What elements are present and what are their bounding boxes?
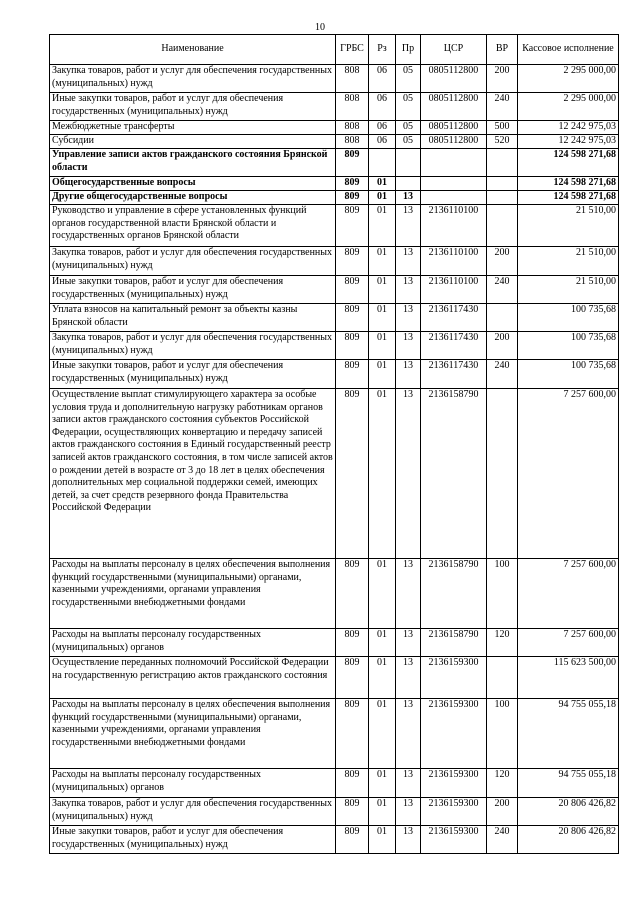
cell-name: Осуществление выплат стимулирующего характера за особые условия труда и дополнительную нагрузку работникам органов записи актов гражданского состояния субъектов Российской Федерации, осуществляющих конвертацию и передачу записей актов гражданского состояния в Единый государственный реестр записей актов гражданского состояния, в том числе записей актов о рождении детей в возрасте от 3 до 18 лет в целях обеспечения дополнительных мер социальной поддержки семей, имеющих детей, за счет средств резервного фонда Правительства Российской Федерации bbox=[50, 389, 336, 559]
cell-csr bbox=[421, 149, 487, 177]
table-row bbox=[50, 205, 619, 247]
cell-name: Иные закупки товаров, работ и услуг для обеспечения государственных (муниципальных) нужд bbox=[50, 826, 336, 854]
cell-vr: 500 bbox=[487, 121, 518, 135]
cell-pr: 13 bbox=[396, 699, 421, 769]
cell-pr: 05 bbox=[396, 135, 421, 149]
table-body bbox=[50, 65, 619, 854]
cell-vr: 240 bbox=[487, 360, 518, 389]
cell-pr: 13 bbox=[396, 826, 421, 854]
cell-amount: 21 510,00 bbox=[518, 205, 619, 247]
cell-grbs: 809 bbox=[336, 247, 369, 276]
cell-pr: 05 bbox=[396, 93, 421, 121]
cell-vr: 240 bbox=[487, 276, 518, 304]
cell-grbs: 809 bbox=[336, 699, 369, 769]
cell-grbs: 808 bbox=[336, 121, 369, 135]
cell-amount: 2 295 000,00 bbox=[518, 65, 619, 93]
cell-rz: 01 bbox=[369, 798, 396, 826]
cell-vr: 200 bbox=[487, 798, 518, 826]
cell-rz: 01 bbox=[369, 247, 396, 276]
cell-pr: 13 bbox=[396, 304, 421, 332]
cell-rz: 01 bbox=[369, 826, 396, 854]
cell-grbs: 809 bbox=[336, 304, 369, 332]
cell-name: Управление записи актов гражданского состояния Брянской области bbox=[50, 149, 336, 177]
table-row bbox=[50, 304, 619, 332]
cell-grbs: 809 bbox=[336, 177, 369, 191]
cell-name: Уплата взносов на капитальный ремонт за объекты казны Брянской области bbox=[50, 304, 336, 332]
cell-name: Межбюджетные трансферты bbox=[50, 121, 336, 135]
cell-grbs: 809 bbox=[336, 332, 369, 360]
cell-rz: 01 bbox=[369, 177, 396, 191]
cell-name: Расходы на выплаты персоналу в целях обеспечения выполнения функций государственными (муниципальными) органами, казенными учреждениями, органами управления государственными внебюджетными фондами bbox=[50, 559, 336, 629]
cell-rz: 01 bbox=[369, 360, 396, 389]
cell-grbs: 809 bbox=[336, 657, 369, 699]
cell-rz: 06 bbox=[369, 93, 396, 121]
cell-amount: 7 257 600,00 bbox=[518, 629, 619, 657]
cell-vr: 120 bbox=[487, 769, 518, 798]
table-row bbox=[50, 360, 619, 389]
cell-csr: 2136117430 bbox=[421, 332, 487, 360]
cell-grbs: 809 bbox=[336, 149, 369, 177]
cell-grbs: 809 bbox=[336, 826, 369, 854]
cell-amount: 100 735,68 bbox=[518, 332, 619, 360]
table-row bbox=[50, 798, 619, 826]
cell-rz: 01 bbox=[369, 389, 396, 559]
cell-grbs: 808 bbox=[336, 135, 369, 149]
cell-name: Закупка товаров, работ и услуг для обеспечения государственных (муниципальных) нужд bbox=[50, 65, 336, 93]
cell-grbs: 808 bbox=[336, 93, 369, 121]
cell-pr bbox=[396, 177, 421, 191]
cell-pr: 13 bbox=[396, 629, 421, 657]
table-row bbox=[50, 699, 619, 769]
cell-rz: 01 bbox=[369, 205, 396, 247]
table-row bbox=[50, 247, 619, 276]
cell-rz bbox=[369, 149, 396, 177]
cell-name: Расходы на выплаты персоналу государственных (муниципальных) органов bbox=[50, 769, 336, 798]
cell-amount: 124 598 271,68 bbox=[518, 149, 619, 177]
cell-vr: 200 bbox=[487, 65, 518, 93]
table-row bbox=[50, 121, 619, 135]
table-row bbox=[50, 93, 619, 121]
cell-vr bbox=[487, 205, 518, 247]
table-row bbox=[50, 657, 619, 699]
cell-amount: 100 735,68 bbox=[518, 360, 619, 389]
cell-csr: 2136158790 bbox=[421, 389, 487, 559]
cell-pr: 13 bbox=[396, 798, 421, 826]
cell-pr: 13 bbox=[396, 191, 421, 205]
table-row bbox=[50, 629, 619, 657]
cell-name: Общегосударственные вопросы bbox=[50, 177, 336, 191]
cell-csr: 2136159300 bbox=[421, 826, 487, 854]
table-row bbox=[50, 135, 619, 149]
header-csr: ЦСР bbox=[421, 35, 487, 65]
cell-vr: 120 bbox=[487, 629, 518, 657]
cell-vr bbox=[487, 149, 518, 177]
cell-rz: 01 bbox=[369, 657, 396, 699]
cell-amount: 21 510,00 bbox=[518, 247, 619, 276]
cell-name: Закупка товаров, работ и услуг для обеспечения государственных (муниципальных) нужд bbox=[50, 798, 336, 826]
page-number: 10 bbox=[315, 22, 325, 33]
cell-rz: 01 bbox=[369, 276, 396, 304]
header-vr: ВР bbox=[487, 35, 518, 65]
table-header-row bbox=[50, 35, 619, 65]
cell-csr: 2136117430 bbox=[421, 304, 487, 332]
cell-amount: 7 257 600,00 bbox=[518, 389, 619, 559]
table-row bbox=[50, 191, 619, 205]
cell-name: Расходы на выплаты персоналу государственных (муниципальных) органов bbox=[50, 629, 336, 657]
cell-pr: 05 bbox=[396, 65, 421, 93]
cell-name: Другие общегосударственные вопросы bbox=[50, 191, 336, 205]
cell-rz: 01 bbox=[369, 304, 396, 332]
cell-rz: 06 bbox=[369, 121, 396, 135]
cell-vr bbox=[487, 177, 518, 191]
cell-csr: 0805112800 bbox=[421, 65, 487, 93]
cell-amount: 94 755 055,18 bbox=[518, 699, 619, 769]
cell-rz: 06 bbox=[369, 65, 396, 93]
cell-grbs: 809 bbox=[336, 360, 369, 389]
cell-name: Осуществление переданных полномочий Российской Федерации на государственную регистрацию актов гражданского состояния bbox=[50, 657, 336, 699]
cell-name: Руководство и управление в сфере установленных функций органов государственной власти Брянской области и государственных органов Брянской области bbox=[50, 205, 336, 247]
cell-vr bbox=[487, 657, 518, 699]
table-row bbox=[50, 769, 619, 798]
cell-rz: 06 bbox=[369, 135, 396, 149]
cell-name: Субсидии bbox=[50, 135, 336, 149]
cell-vr: 240 bbox=[487, 93, 518, 121]
cell-amount: 7 257 600,00 bbox=[518, 559, 619, 629]
cell-amount: 115 623 500,00 bbox=[518, 657, 619, 699]
cell-csr: 2136110100 bbox=[421, 205, 487, 247]
cell-grbs: 809 bbox=[336, 769, 369, 798]
cell-pr: 13 bbox=[396, 276, 421, 304]
cell-name: Иные закупки товаров, работ и услуг для обеспечения государственных (муниципальных) нужд bbox=[50, 93, 336, 121]
cell-amount: 2 295 000,00 bbox=[518, 93, 619, 121]
cell-name: Расходы на выплаты персоналу в целях обеспечения выполнения функций государственными (муниципальными) органами, казенными учреждениями, органами управления государственными внебюджетными фондами bbox=[50, 699, 336, 769]
cell-pr: 13 bbox=[396, 332, 421, 360]
cell-name: Закупка товаров, работ и услуг для обеспечения государственных (муниципальных) нужд bbox=[50, 332, 336, 360]
table-row bbox=[50, 389, 619, 559]
table-row bbox=[50, 559, 619, 629]
cell-csr bbox=[421, 191, 487, 205]
table-row bbox=[50, 276, 619, 304]
cell-name: Закупка товаров, работ и услуг для обеспечения государственных (муниципальных) нужд bbox=[50, 247, 336, 276]
cell-amount: 12 242 975,03 bbox=[518, 135, 619, 149]
cell-amount: 124 598 271,68 bbox=[518, 191, 619, 205]
cell-grbs: 809 bbox=[336, 629, 369, 657]
cell-amount: 12 242 975,03 bbox=[518, 121, 619, 135]
header-rz: Рз bbox=[369, 35, 396, 65]
table-row bbox=[50, 65, 619, 93]
cell-rz: 01 bbox=[369, 559, 396, 629]
cell-name: Иные закупки товаров, работ и услуг для обеспечения государственных (муниципальных) нужд bbox=[50, 276, 336, 304]
table-row bbox=[50, 826, 619, 854]
cell-pr: 13 bbox=[396, 389, 421, 559]
header-amount: Кассовое исполнение bbox=[518, 35, 619, 65]
cell-vr: 200 bbox=[487, 247, 518, 276]
cell-pr: 13 bbox=[396, 769, 421, 798]
cell-vr: 100 bbox=[487, 559, 518, 629]
cell-vr bbox=[487, 304, 518, 332]
header-grbs: ГРБС bbox=[336, 35, 369, 65]
cell-rz: 01 bbox=[369, 629, 396, 657]
cell-csr: 2136159300 bbox=[421, 699, 487, 769]
cell-csr: 2136158790 bbox=[421, 629, 487, 657]
cell-grbs: 809 bbox=[336, 798, 369, 826]
cell-amount: 21 510,00 bbox=[518, 276, 619, 304]
cell-rz: 01 bbox=[369, 332, 396, 360]
cell-csr: 2136110100 bbox=[421, 276, 487, 304]
cell-csr: 2136159300 bbox=[421, 769, 487, 798]
cell-csr: 0805112800 bbox=[421, 135, 487, 149]
cell-grbs: 809 bbox=[336, 389, 369, 559]
cell-vr: 100 bbox=[487, 699, 518, 769]
header-pr: Пр bbox=[396, 35, 421, 65]
cell-vr: 520 bbox=[487, 135, 518, 149]
cell-csr: 2136117430 bbox=[421, 360, 487, 389]
cell-csr bbox=[421, 177, 487, 191]
cell-csr: 2136159300 bbox=[421, 798, 487, 826]
cell-amount: 100 735,68 bbox=[518, 304, 619, 332]
table-row bbox=[50, 177, 619, 191]
cell-grbs: 809 bbox=[336, 276, 369, 304]
cell-vr bbox=[487, 389, 518, 559]
cell-grbs: 809 bbox=[336, 559, 369, 629]
cell-csr: 0805112800 bbox=[421, 93, 487, 121]
cell-amount: 124 598 271,68 bbox=[518, 177, 619, 191]
cell-rz: 01 bbox=[369, 769, 396, 798]
cell-pr: 13 bbox=[396, 205, 421, 247]
cell-pr: 13 bbox=[396, 657, 421, 699]
cell-rz: 01 bbox=[369, 699, 396, 769]
cell-amount: 20 806 426,82 bbox=[518, 798, 619, 826]
cell-pr bbox=[396, 149, 421, 177]
cell-pr: 13 bbox=[396, 360, 421, 389]
cell-csr: 0805112800 bbox=[421, 121, 487, 135]
table-row bbox=[50, 332, 619, 360]
cell-pr: 05 bbox=[396, 121, 421, 135]
header-name: Наименование bbox=[50, 35, 336, 65]
table-row bbox=[50, 149, 619, 177]
cell-vr bbox=[487, 191, 518, 205]
budget-table bbox=[49, 34, 619, 854]
cell-vr: 200 bbox=[487, 332, 518, 360]
cell-pr: 13 bbox=[396, 559, 421, 629]
cell-amount: 94 755 055,18 bbox=[518, 769, 619, 798]
cell-name: Иные закупки товаров, работ и услуг для обеспечения государственных (муниципальных) нужд bbox=[50, 360, 336, 389]
cell-csr: 2136110100 bbox=[421, 247, 487, 276]
cell-csr: 2136159300 bbox=[421, 657, 487, 699]
cell-pr: 13 bbox=[396, 247, 421, 276]
cell-grbs: 809 bbox=[336, 191, 369, 205]
cell-grbs: 809 bbox=[336, 205, 369, 247]
cell-vr: 240 bbox=[487, 826, 518, 854]
cell-grbs: 808 bbox=[336, 65, 369, 93]
cell-rz: 01 bbox=[369, 191, 396, 205]
cell-amount: 20 806 426,82 bbox=[518, 826, 619, 854]
cell-csr: 2136158790 bbox=[421, 559, 487, 629]
